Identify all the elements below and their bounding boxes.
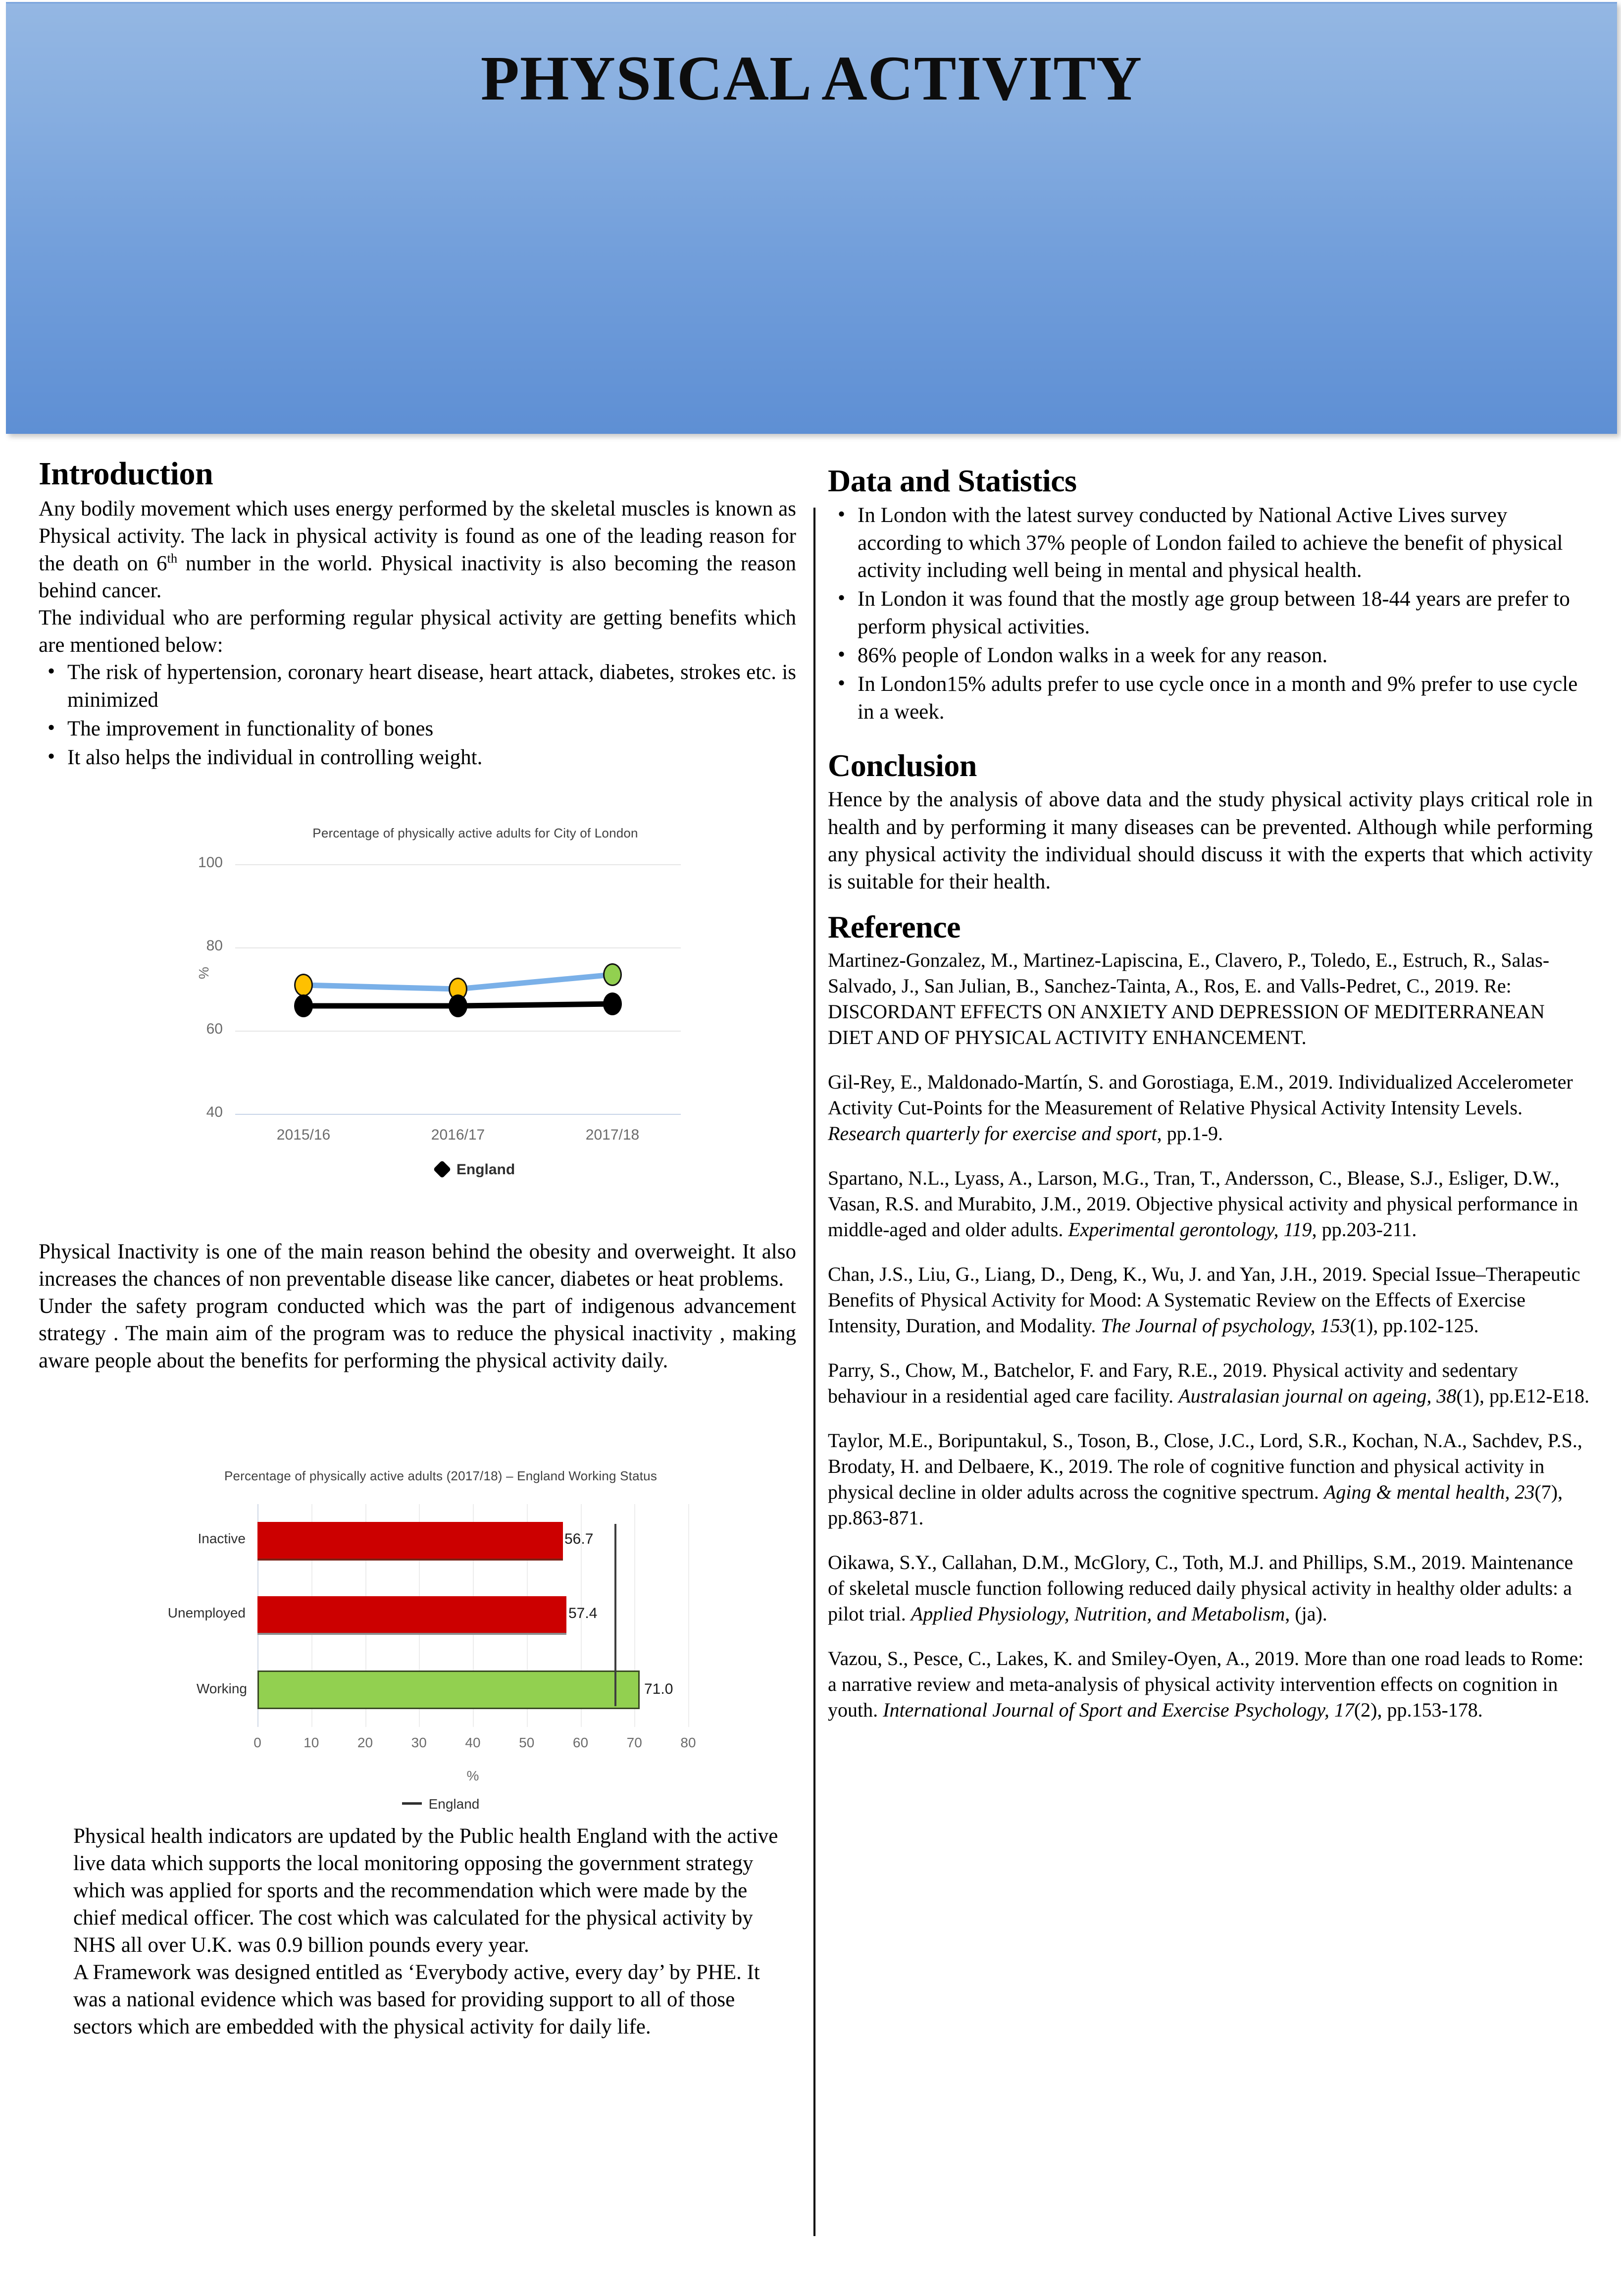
inactivity-paragraph: Physical Inactivity is one of the main reason behind the obesity and overweight. It also increases the chances of non preventable disease like cancer, diabetes or heat problems. [39, 1240, 796, 1291]
y-tick-label: 80 [206, 938, 223, 954]
line-chart-plot-area [198, 854, 681, 1143]
reference-item [828, 1428, 1593, 1531]
introduction-benefit-list [39, 659, 796, 772]
data-statistics-list [828, 502, 1593, 726]
list-item: • The improvement in functionality of bones [67, 715, 796, 743]
x-tick-label: 10 [304, 1735, 319, 1750]
x-tick-label: 0 [253, 1735, 261, 1750]
list-item: • It also helps the individual in controlling weight. [67, 744, 796, 772]
y-tick-label: 100 [198, 854, 223, 871]
reference-item [828, 947, 1593, 1050]
bar-chart-plot-area [167, 1504, 696, 1750]
left-column-middle-text [39, 1238, 796, 1374]
conclusion-paragraph: Hence by the analysis of above data and the study physical activity plays critical role in health and by performing it many diseases can be prevented. Although while performing any physical activity the individual should discuss it with the experts that which activity is suitable for their health. [828, 788, 1593, 893]
x-tick-label: 40 [465, 1735, 481, 1750]
reference-pre: Martinez-Gonzalez, M., Martinez-Lapiscina, E., Clavero, P., Toledo, E., Estruch, R., Salas-Salvado, J., San Julian, B., Sanchez-Tainta, A., Ros, E. and Valls-Pedret, C., 2019. Re: DISCORDANT EFFECTS ON ANXIETY AND DEPRESSION OF MEDITERRANEAN DIET AND OF PHYSICAL ACTIVITY ENHANCEMENT. [828, 949, 1550, 1049]
reference-italic: The Journal of psychology, 153 [1101, 1314, 1350, 1337]
reference-item [828, 1069, 1593, 1147]
bar-chart-x-axis-label: % [466, 1768, 479, 1783]
reference-pre: Gil-Rey, E., Maldonado-Martín, S. and Gorostiaga, E.M., 2019. Individualized Accelerometer Activity Cut-Points for the Measurement of Relative Physical Activity Intensity Levels. [828, 1071, 1573, 1119]
reference-item [828, 1165, 1593, 1243]
intro-p1-text-a: Any bodily movement which uses energy performed by the skeletal muscles is known as Physical activity. The lack in physical activity is found as one of the leading reason for the death on 6 [39, 497, 796, 575]
list-item: • In London15% adults prefer to use cycle once in a month and 9% prefer to use cycle in a week. [858, 671, 1593, 726]
conclusion-heading: Conclusion [828, 747, 977, 783]
bar-unemployed [167, 1596, 598, 1635]
reference-pre: Taylor, M.E., Boripuntakul, S., Toson, B., Close, J.C., Lord, S.R., Kochan, N.A., Sachdev, P.S., Brodaty, H. and Delbaere, K., 2019. The role of cognitive function and physical activity in physical decline in older adults across the cognitive spectrum. [828, 1429, 1582, 1504]
list-item: • The risk of hypertension, coronary heart disease, heart attack, diabetes, strokes etc. is minimized [67, 659, 796, 714]
legend-line-icon [402, 1802, 422, 1805]
reference-post: (1), pp.102-125. [1350, 1314, 1479, 1337]
reference-pre: Spartano, N.L., Lyass, A., Larson, M.G., Tran, T., Andersson, C., Blease, S.J., Esliger, D.W., Vasan, R.S. and Murabito, J.M., 2019. Objective physical activity and physical performance in middle-aged and older adults. [828, 1167, 1578, 1241]
reference-list [828, 947, 1593, 1723]
gridline-80 [688, 1504, 689, 1727]
safety-program-paragraph: Under the safety program conducted which was the part of indigenous advancement strategy . The main aim of the program was to reduce the physical inactivity , making aware people about the benefits for performing the physical activity daily. [39, 1295, 796, 1373]
x-tick-label: 70 [626, 1735, 642, 1750]
bar-value-label: 56.7 [564, 1531, 594, 1547]
data-point-marker [603, 992, 622, 1015]
line-chart-active-adults-city-of-london [149, 820, 802, 1196]
reference-post: (2), pp.153-178. [1354, 1699, 1483, 1722]
intro-p1-superscript: th [167, 550, 178, 566]
reference-pre: Vazou, S., Pesce, C., Lakes, K. and Smiley-Oyen, A., 2019. More than one road leads to Rome: a narrative review and meta-analysis of physical activity intervention effects on cognition in youth. [828, 1647, 1584, 1722]
legend-diamond-icon [433, 1160, 451, 1179]
x-tick-label: 2017/18 [585, 1127, 640, 1143]
bar-category-label: Unemployed [167, 1605, 246, 1620]
right-column [828, 463, 1593, 1742]
left-column [39, 456, 796, 773]
introduction-paragraph-1 [39, 495, 796, 604]
intro-p1-text-b: number in the world. Physical inactivity is also becoming the reason behind cancer. [39, 552, 796, 603]
bar-chart-title: Percentage of physically active adults (2017/18) – England Working Status [224, 1468, 658, 1483]
reference-italic: Aging & mental health, 23 [1323, 1481, 1535, 1504]
bar-inactive [198, 1522, 594, 1561]
reference-post: , (ja). [1285, 1603, 1327, 1625]
x-tick-label: 2016/17 [431, 1127, 485, 1143]
list-item: • 86% people of London walks in a week for any reason. [858, 642, 1593, 670]
reference-pre: Chan, J.S., Liu, G., Liang, D., Deng, K., Wu, J. and Yan, J.H., 2019. Special Issue–Therapeutic Benefits of Physical Activity for Mood: A Systematic Review on the Effects of Exercise Intensity, Duration, and Modality. [828, 1263, 1580, 1337]
reference-italic: Research quarterly for exercise and sport [828, 1122, 1157, 1145]
data-statistics-heading: Data and Statistics [828, 463, 1077, 498]
reference-pre: Oikawa, S.Y., Callahan, D.M., McGlory, C., Toth, M.J. and Phillips, S.M., 2019. Maintenance of skeletal muscle function following reduced daily physical activity in healthy older adults: a pilot trial. [828, 1551, 1573, 1625]
bar-value-label: 57.4 [568, 1605, 598, 1621]
column-divider [813, 508, 815, 2236]
x-tick-label: 30 [411, 1735, 427, 1750]
reference-italic: Experimental gerontology, 119 [1068, 1218, 1312, 1241]
header-banner [6, 2, 1617, 434]
england-reference-line [614, 1524, 616, 1706]
x-tick-label: 80 [680, 1735, 696, 1750]
data-point-marker [294, 994, 313, 1017]
list-item: • In London it was found that the mostly age group between 18-44 years are prefer to perform physical activities. [858, 585, 1593, 641]
health-indicators-paragraph: Physical health indicators are updated by the Public health England with the active live data which supports the local monitoring opposing the government strategy which was applied for sports and the recommendation which were made by the chief medical officer. The cost which was calculated for the physical activity by NHS all over U.K. was 0.9 billion pounds every year. [73, 1825, 778, 1957]
reference-item [828, 1357, 1593, 1409]
x-tick-label: 20 [357, 1735, 373, 1750]
x-tick-label: 60 [572, 1735, 589, 1750]
left-column-bottom-text [73, 1823, 794, 2040]
bar-category-label: Inactive [198, 1531, 246, 1546]
data-point-marker [294, 974, 313, 996]
reference-heading: Reference [828, 909, 961, 944]
line-chart-legend [149, 1161, 802, 1178]
data-point-marker [603, 963, 622, 986]
introduction-heading: Introduction [39, 456, 213, 492]
introduction-paragraph-2: The individual who are performing regular physical activity are getting benefits which are mentioned below: [39, 606, 796, 657]
reference-post: , pp.203-211. [1312, 1218, 1417, 1241]
line-chart-y-axis-label: % [196, 967, 211, 979]
y-tick-label: 40 [206, 1104, 223, 1120]
reference-italic: International Journal of Sport and Exercise Psychology, 17 [883, 1699, 1354, 1722]
x-tick-label: 2015/16 [276, 1127, 331, 1143]
bar-chart-working-status [94, 1463, 787, 1815]
legend-label: England [428, 1796, 480, 1812]
x-tick-label: 50 [519, 1735, 535, 1750]
bar-working [196, 1670, 673, 1709]
bar-value-label: 71.0 [644, 1681, 673, 1697]
framework-paragraph: A Framework was designed entitled as ‘Everybody active, every day’ by PHE. It was a national evidence which was based for providing support to all of those sectors which are embedded with the physical activity for daily life. [73, 1961, 760, 2039]
reference-item [828, 1646, 1593, 1723]
reference-pre: Parry, S., Chow, M., Batchelor, F. and Fary, R.E., 2019. Physical activity and sedentary behaviour in a residential aged care facility. [828, 1359, 1518, 1408]
reference-post: (1), pp.E12-E18. [1456, 1385, 1590, 1408]
bar-category-label: Working [196, 1681, 247, 1696]
y-tick-label: 60 [206, 1021, 223, 1037]
reference-item [828, 1550, 1593, 1627]
line-chart-title: Percentage of physically active adults for City of London [312, 826, 638, 840]
legend-label: England [456, 1161, 515, 1178]
reference-post: (7), pp.863-871. [828, 1481, 1563, 1529]
reference-italic: Applied Physiology, Nutrition, and Metabolism [911, 1603, 1285, 1625]
bar-chart-legend [94, 1796, 787, 1812]
reference-italic: Australasian journal on ageing, 38 [1178, 1385, 1457, 1408]
reference-post: , pp.1-9. [1157, 1122, 1223, 1145]
data-point-marker [449, 994, 467, 1017]
list-item: • In London with the latest survey conducted by National Active Lives survey according to which 37% people of London failed to achieve the benefit of physical activity including well being in mental and physical health. [858, 502, 1593, 585]
reference-item [828, 1261, 1593, 1339]
page-title: PHYSICAL ACTIVITY [480, 43, 1143, 113]
